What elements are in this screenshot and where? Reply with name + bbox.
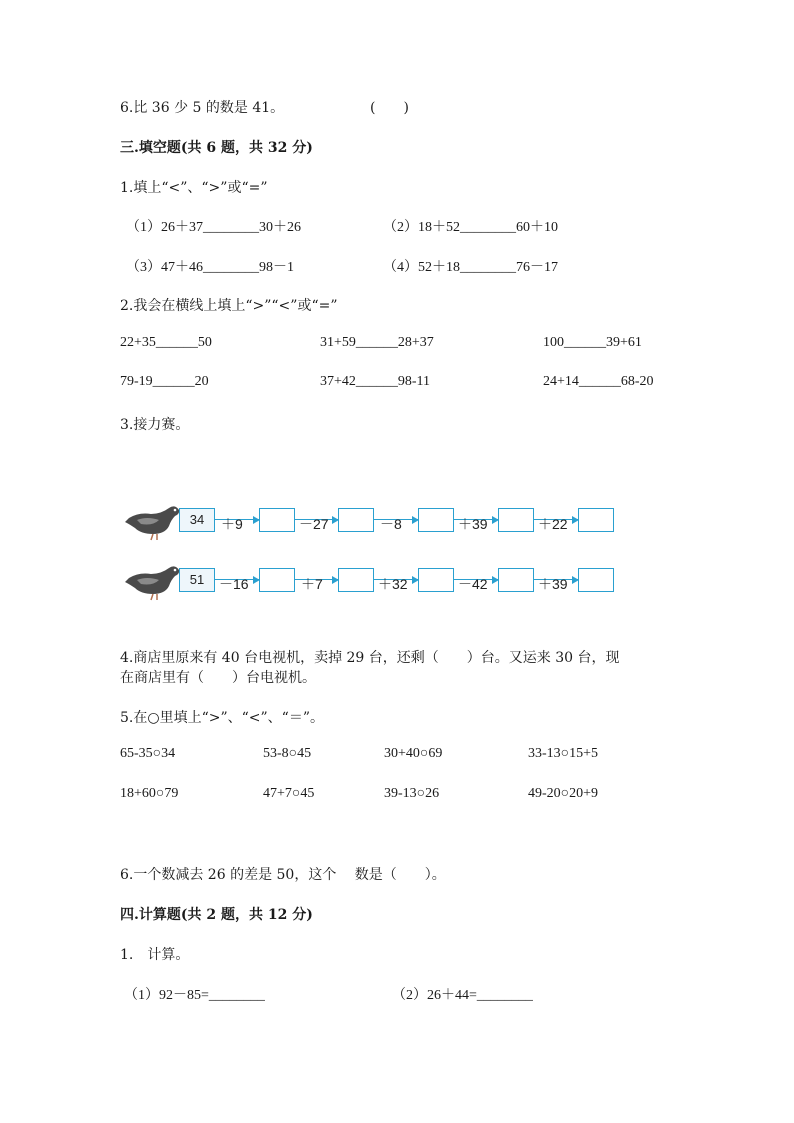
relay-operation: ＋39: [458, 516, 488, 532]
q2-item-3[interactable]: 100______39+61: [543, 335, 642, 350]
relay-answer-box[interactable]: [338, 508, 374, 532]
relay-arrow: [454, 516, 498, 532]
q4-line-1: 4.商店里原来有 40 台电视机，卖掉 29 台，还剩（ ）台。又运来 30 台，现: [120, 650, 620, 666]
pigeon-icon: [125, 562, 181, 602]
relay-answer-box[interactable]: [578, 568, 614, 592]
relay-arrow: [534, 576, 578, 592]
relay-operation: －8: [380, 516, 402, 532]
q5-item-5[interactable]: 18+60○79: [120, 786, 179, 801]
calc-item-1[interactable]: （1）92－85=________: [124, 988, 265, 1003]
q5-item-7[interactable]: 39-13○26: [384, 786, 440, 801]
relay-arrow: [295, 516, 338, 532]
relay-operation: ＋7: [301, 576, 323, 592]
relay-answer-box[interactable]: [578, 508, 614, 532]
answer-paren[interactable]: ( ): [370, 100, 409, 116]
relay-operation: ＋22: [538, 516, 568, 532]
q3-title: 3.接力赛。: [120, 417, 190, 433]
q1-item-2[interactable]: （2）18＋52________60＋10: [383, 220, 558, 235]
relay-operation: ＋32: [378, 576, 408, 592]
calc-title: 1. 计算。: [120, 947, 190, 963]
q5-item-4[interactable]: 33-13○15+5: [528, 746, 599, 761]
q2-title: 2.我会在横线上填上“>”“<”或“=”: [120, 298, 338, 314]
relay-arrow: [215, 576, 259, 592]
q1-item-3[interactable]: （3）47＋46________98－1: [126, 260, 294, 275]
relay-answer-box[interactable]: [338, 568, 374, 592]
relay-start-box: 51: [179, 568, 215, 592]
q1-item-4[interactable]: （4）52＋18________76－17: [383, 260, 558, 275]
relay-operation: ＋39: [538, 576, 568, 592]
q5-title: 5.在○里填上“>”、“<”、“＝”。: [120, 710, 324, 726]
q5-item-6[interactable]: 47+7○45: [263, 786, 315, 801]
pigeon-icon: [125, 502, 181, 542]
relay-start-box: 34: [179, 508, 215, 532]
q2-item-2[interactable]: 31+59______28+37: [320, 335, 434, 350]
q6-text: 6.一个数减去 26 的差是 50，这个 数是（ ）。: [120, 867, 446, 883]
q2-item-1[interactable]: 22+35______50: [120, 335, 212, 350]
q2-item-6[interactable]: 24+14______68-20: [543, 374, 654, 389]
section-4-title: 四.计算题(共 2 题，共 12 分): [120, 907, 313, 923]
relay-operation: －16: [219, 576, 249, 592]
q1-item-1[interactable]: （1）26＋37________30＋26: [126, 220, 301, 235]
relay-answer-box[interactable]: [418, 568, 454, 592]
relay-operation: ＋9: [221, 516, 243, 532]
relay-answer-box[interactable]: [418, 508, 454, 532]
relay-arrow: [215, 516, 259, 532]
relay-chain-2: [125, 562, 625, 606]
q5-item-2[interactable]: 53-8○45: [263, 746, 312, 761]
relay-arrow: [374, 576, 418, 592]
q2-item-4[interactable]: 79-19______20: [120, 374, 209, 389]
relay-answer-box[interactable]: [498, 568, 534, 592]
relay-operation: －27: [299, 516, 329, 532]
q4-line-2: 在商店里有（ ）台电视机。: [120, 670, 316, 686]
q1-title: 1.填上“<”、“>”或“=”: [120, 180, 268, 196]
relay-arrow: [454, 576, 498, 592]
relay-arrow: [295, 576, 338, 592]
relay-answer-box[interactable]: [259, 568, 295, 592]
q5-item-1[interactable]: 65-35○34: [120, 746, 176, 761]
relay-answer-box[interactable]: [498, 508, 534, 532]
relay-arrow: [374, 516, 418, 532]
calc-item-2[interactable]: （2）26＋44=________: [392, 988, 533, 1003]
relay-answer-box[interactable]: [259, 508, 295, 532]
relay-chain-1: [125, 502, 625, 546]
question-6-true-false: 6.比 36 少 5 的数是 41。: [120, 100, 285, 116]
q5-item-3[interactable]: 30+40○69: [384, 746, 443, 761]
section-3-title: 三.填空题(共 6 题，共 32 分): [120, 140, 313, 156]
q5-item-8[interactable]: 49-20○20+9: [528, 786, 599, 801]
relay-operation: －42: [458, 576, 488, 592]
q2-item-5[interactable]: 37+42______98-11: [320, 374, 431, 389]
relay-arrow: [534, 516, 578, 532]
